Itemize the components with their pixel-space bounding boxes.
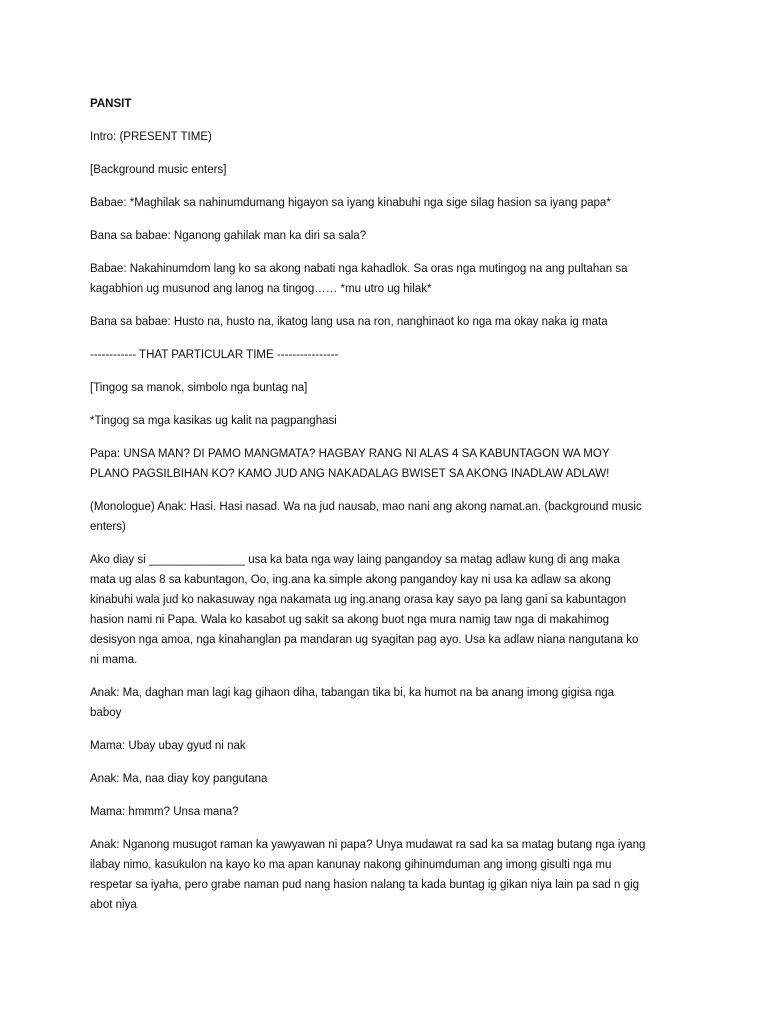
script-line: Bana sa babae: Husto na, husto na, ikatog lang usa na ron, nanghinaot ko nga ma okay naka ig mata bbox=[90, 314, 608, 328]
document-page bbox=[90, 93, 648, 927]
script-line: Bana sa babae: Nganong gahilak man ka diri sa sala? bbox=[90, 228, 367, 242]
script-line: Babae: Nakahinumdom lang ko sa akong nabati nga kahadlok. Sa oras nga mutingog na ang pultahan sa kagabhion ug musunod ang lanog na tingog…… *mu utro ug hilak* bbox=[90, 261, 628, 295]
script-line: [Background music enters] bbox=[90, 162, 227, 176]
script-line: Anak: Ma, daghan man lagi kag gihaon diha, tabangan tika bi, ka humot na ba anang imong gigisa nga baboy bbox=[90, 685, 615, 719]
script-line: Mama: hmmm? Unsa mana? bbox=[90, 804, 239, 818]
document-title: PANSIT bbox=[90, 96, 132, 110]
script-line: Anak: Nganong musugot raman ka yawyawan ni papa? Unya mudawat ra sad ka sa matag butang nga iyang ilabay nimo, kasukulon na kayo ko ma apan kanunay nakong gihinumduman ang imong gisulti nga mu respetar sa iyaha, pero grabe naman pud nang hasion nalang ta kada buntag ig gikan niya lain pa sad n gig abot niya bbox=[90, 837, 646, 911]
script-line: Intro: (PRESENT TIME) bbox=[90, 129, 212, 143]
scene-divider: ------------ THAT PARTICULAR TIME ---------------- bbox=[90, 347, 339, 361]
script-line: Babae: *Maghilak sa nahinumdumang higayon sa iyang kinabuhi nga sige silag hasion sa iyang papa* bbox=[90, 195, 611, 209]
script-line: [Tingog sa manok, simbolo nga buntag na] bbox=[90, 380, 308, 394]
script-line: *Tingog sa mga kasikas ug kalit na pagpanghasi bbox=[90, 413, 337, 427]
monologue-paragraph: Ako diay si _______________ usa ka bata nga way laing pangandoy sa matag adlaw kung di ang maka mata ug alas 8 sa kabuntagon, Oo, ing.ana ka simple akong pangandoy kay ni usa ka adlaw sa akong kinabuhi wala jud ko nakasuway nga nakamata ug ing.anang orasa kay sayo pa lang gani sa kabuntagon hasion nami ni Papa. Wala ko kasabot ug sakit sa akong buot nga mura namig taw nga di makahimog desisyon nga amoa, nga kinahanglan pa mandaran ug syagitan pag ayo. Usa ka adlaw niana nangutana ko ni mama. bbox=[90, 552, 639, 666]
script-line: Anak: Ma, naa diay koy pangutana bbox=[90, 771, 268, 785]
script-line: (Monologue) Anak: Hasi. Hasi nasad. Wa na jud nausab, mao nani ang akong namat.an. (background music enters) bbox=[90, 499, 642, 533]
script-line: Papa: UNSA MAN? DI PAMO MANGMATA? HAGBAY RANG NI ALAS 4 SA KABUNTAGON WA MOY PLANO PAGSILBIHAN KO? KAMO JUD ANG NAKADALAG BWISET SA AKONG INADLAW ADLAW! bbox=[90, 446, 610, 480]
script-line: Mama: Ubay ubay gyud ni nak bbox=[90, 738, 246, 752]
